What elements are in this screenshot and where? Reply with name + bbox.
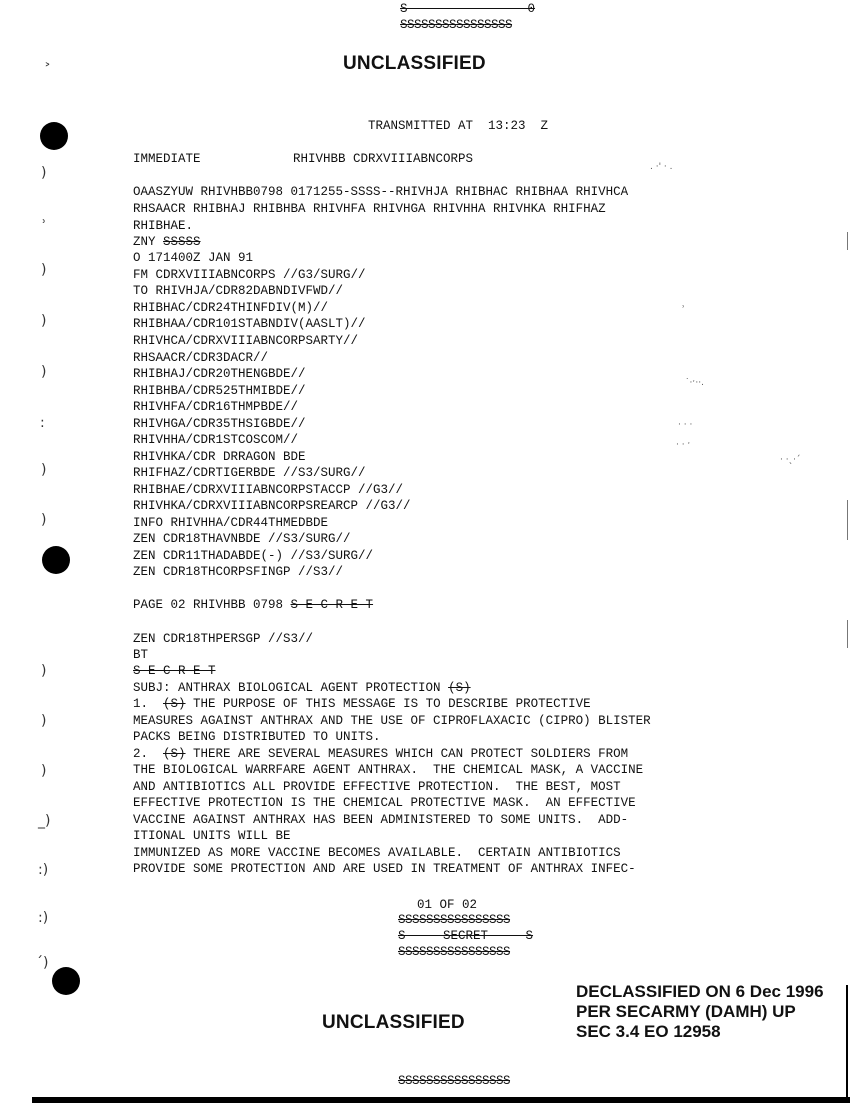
page-header-line: [133, 598, 373, 612]
margin-mark: :: [40, 415, 45, 431]
declass-line: DECLASSIFIED ON 6 Dec 1996: [576, 982, 824, 1001]
scan-speck: · ·ˎ·ˊ: [780, 455, 801, 465]
edge-line: [847, 232, 848, 250]
addressee-line: ZEN CDR18THAVNBDE //S3/SURG//: [133, 532, 351, 546]
bt-line: BT: [133, 648, 149, 662]
margin-mark: :): [38, 910, 49, 926]
addressee-line: RHSAACR/CDR3DACR//: [133, 351, 269, 365]
addressee-line: ZEN CDR11THADABDE(-) //S3/SURG//: [133, 549, 374, 563]
addressee-line: RHIVHCA/CDRXVIIIABNCORPSARTY//: [133, 334, 359, 348]
footer-ss-row: SSSSSSSSSSSSSSSS: [398, 913, 511, 927]
zny-prefix: ZNY: [133, 235, 164, 249]
classification-bottom: UNCLASSIFIED: [322, 1012, 465, 1033]
classification-top: UNCLASSIFIED: [343, 53, 486, 74]
para2-text: THERE ARE SEVERAL MEASURES WHICH CAN PROTECT SOLDIERS FROM: [185, 747, 629, 761]
scan-speck: · · ·: [678, 420, 693, 430]
addressee-line: INFO RHIVHHA/CDR44THMEDBDE: [133, 516, 329, 530]
para2-line: IMMUNIZED AS MORE VACCINE BECOMES AVAILABLE. CERTAIN ANTIBIOTICS: [133, 846, 621, 860]
zen-last-line: ZEN CDR18THPERSGP //S3//: [133, 632, 314, 646]
addressee-line: RHIFHAZ/CDRTIGERBDE //S3/SURG//: [133, 466, 366, 480]
para1-mark: (S): [163, 697, 186, 711]
margin-mark: ): [41, 462, 47, 478]
para1-line: MEASURES AGAINST ANTHRAX AND THE USE OF CIPROFLAXACIC (CIPRO) BLISTER: [133, 714, 651, 728]
edge-line: [847, 620, 848, 648]
page-count: 01 OF 02: [417, 898, 478, 912]
addressee-line: RHIVHFA/CDR16THMPBDE//: [133, 400, 299, 414]
footer-secret-row: S SECRET S: [398, 929, 534, 943]
addressee-line: RHIVHHA/CDR1STCOSCOM//: [133, 433, 299, 447]
zny-line: [133, 235, 201, 249]
addressee-line: RHIVHGA/CDR35THSIGBDE//: [133, 417, 306, 431]
addressee-line: RHIVHKA/CDRXVIIIABNCORPSREARCP //G3//: [133, 499, 411, 513]
para2-line: ITIONAL UNITS WILL BE: [133, 829, 291, 843]
subject-mark: (S): [448, 681, 471, 695]
para2-first-line: [133, 747, 628, 761]
routing-line: RHSAACR RHIBHAJ RHIBHBA RHIVHFA RHIVHGA RHIVHHA RHIVHKA RHIFHAZ: [133, 202, 606, 216]
para2-line: PROVIDE SOME PROTECTION AND ARE USED IN TREATMENT OF ANTHRAX INFEC-: [133, 862, 636, 876]
margin-mark: ): [41, 364, 47, 380]
para1-line: PACKS BEING DISTRIBUTED TO UNITS.: [133, 730, 381, 744]
addressee-line: ZEN CDR18THCORPSFINGP //S3//: [133, 565, 344, 579]
page-line: PAGE 02 RHIVHBB 0798: [133, 598, 291, 612]
edge-line: [846, 985, 848, 1100]
transmitted-time: TRANSMITTED AT 13:23 Z: [368, 119, 549, 133]
margin-mark: ): [41, 262, 47, 278]
dtg-line: O 171400Z JAN 91: [133, 251, 254, 265]
binder-hole-middle: [42, 546, 70, 574]
scan-speck: . ·' · .: [650, 162, 673, 172]
addressee-line: RHIBHAE/CDRXVIIIABNCORPSTACCP //G3//: [133, 483, 404, 497]
margin-mark: ): [41, 763, 47, 779]
margin-mark: ): [41, 165, 47, 181]
margin-mark: ): [41, 713, 47, 729]
para2-num: 2.: [133, 747, 164, 761]
scan-speck: ʾ: [682, 305, 685, 315]
subject-text: SUBJ: ANTHRAX BIOLOGICAL AGENT PROTECTION: [133, 681, 449, 695]
secret-struck-line: S E C R E T: [133, 664, 216, 678]
originator-line: RHIVHBB CDRXVIIIABNCORPS: [293, 152, 474, 166]
margin-mark: ʾ: [42, 218, 47, 234]
from-line: FM CDRXVIIIABNCORPS //G3/SURG//: [133, 268, 366, 282]
addressee-line: TO RHIVHJA/CDR82DABNDIVFWD//: [133, 284, 344, 298]
scan-speck: · · ˑ: [676, 440, 691, 450]
addressee-line: RHIBHAC/CDR24THINFDIV(M)//: [133, 301, 329, 315]
routing-line: RHIBHAE.: [133, 219, 194, 233]
margin-mark: ): [41, 512, 47, 528]
page-secret-struck: S E C R E T: [290, 598, 374, 612]
para2-line: EFFECTIVE PROTECTION IS THE CHEMICAL PROTECTIVE MASK. AN EFFECTIVE: [133, 796, 636, 810]
declass-line: PER SECARMY (DAMH) UP: [576, 1002, 796, 1021]
bottom-rule: [32, 1097, 850, 1103]
declassification-stamp: [576, 982, 824, 1042]
addressee-line: RHIBHBA/CDR525THMIBDE//: [133, 384, 306, 398]
para2-mark: (S): [163, 747, 186, 761]
zny-struck: SSSSS: [163, 235, 201, 249]
margin-mark: ˊ): [36, 955, 49, 971]
top-ss-line: SSSSSSSSSSSSSSSS: [400, 18, 513, 32]
margin-mark: ˃: [44, 62, 51, 78]
routing-line: OAASZYUW RHIVHBB0798 0171255-SSSS--RHIVHJA RHIBHAC RHIBHAA RHIVHCA: [133, 185, 629, 199]
para1-text: THE PURPOSE OF THIS MESSAGE IS TO DESCRIBE PROTECTIVE: [185, 697, 591, 711]
para1-first-line: [133, 697, 591, 711]
margin-mark: ): [41, 663, 47, 679]
addressee-line: RHIBHAA/CDR101STABNDIV(AASLT)//: [133, 317, 366, 331]
para2-line: THE BIOLOGICAL WARRFARE AGENT ANTHRAX. THE CHEMICAL MASK, A VACCINE: [133, 763, 644, 777]
declass-line: SEC 3.4 EO 12958: [576, 1022, 721, 1041]
top-mark-line: S 0: [400, 2, 536, 16]
addressee-line: RHIVHKA/CDR DRRAGON BDE: [133, 450, 306, 464]
bottom-ss-line: SSSSSSSSSSSSSSSS: [398, 1074, 511, 1088]
para2-line: VACCINE AGAINST ANTHRAX HAS BEEN ADMINISTERED TO SOME UNITS. ADD-: [133, 813, 629, 827]
footer-ss-row: SSSSSSSSSSSSSSSS: [398, 945, 511, 959]
binder-hole-bottom: [52, 967, 80, 995]
para2-line: AND ANTIBIOTICS ALL PROVIDE EFFECTIVE PROTECTION. THE BEST, MOST: [133, 780, 621, 794]
edge-line: [847, 500, 848, 540]
addressee-line: RHIBHAJ/CDR20THENGBDE//: [133, 367, 306, 381]
margin-mark: :): [38, 862, 49, 878]
para1-num: 1.: [133, 697, 164, 711]
subject-line: [133, 681, 471, 695]
margin-mark: _): [38, 813, 51, 829]
precedence: IMMEDIATE: [133, 152, 201, 166]
scan-speck: ˙·ˑ··.: [685, 378, 704, 388]
margin-mark: ): [41, 313, 47, 329]
binder-hole-top: [40, 122, 68, 150]
